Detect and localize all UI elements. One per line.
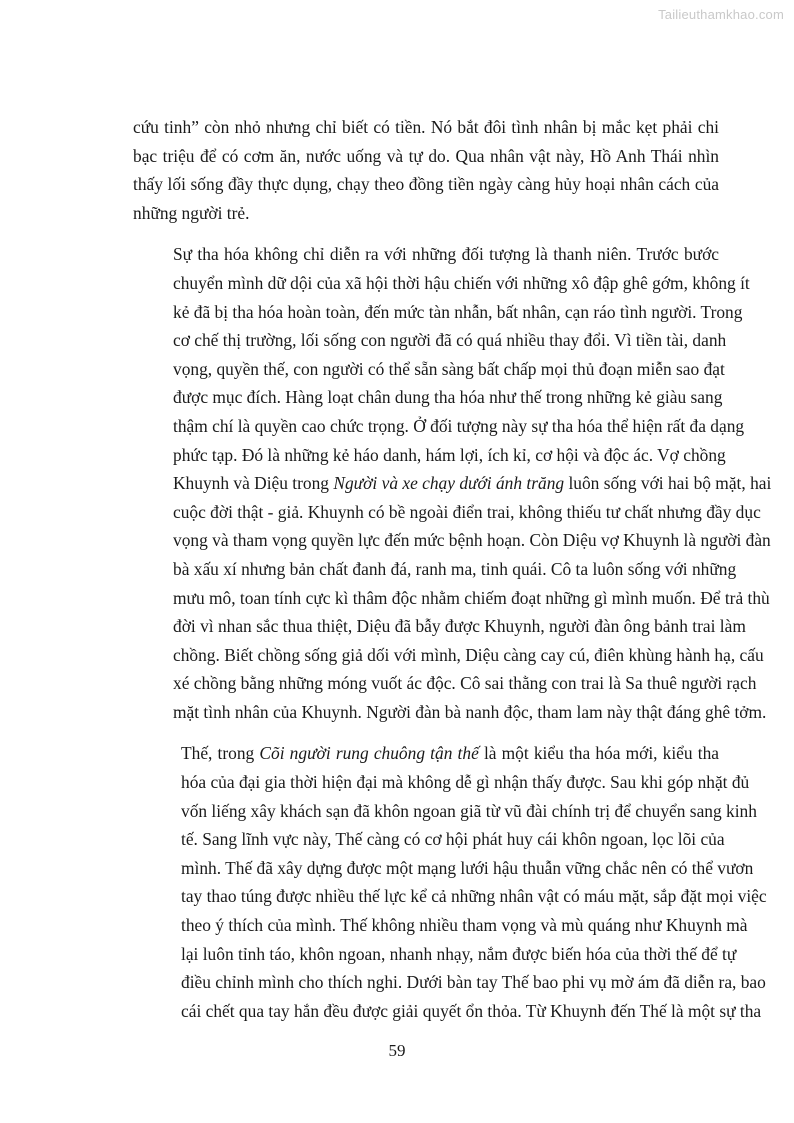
text-run: thậm chí là quyền cao chức trọng. Ở đối tượng này sự tha hóa thể hiện rất đa dạng xyxy=(173,415,745,436)
text-line xyxy=(133,142,719,171)
text-run: vọng, quyền thế, con người có thể sẵn sàng bất chấp mọi thủ đoạn miễn sao đạt xyxy=(173,358,725,379)
text-run: kẻ đã bị tha hóa hoàn toàn, đến mức tàn nhẫn, bất nhân, cạn ráo tình người. Trong xyxy=(173,301,743,322)
text-line xyxy=(173,441,726,470)
text-line xyxy=(173,498,761,527)
text-run: phức tạp. Đó là những kẻ háo danh, hám lợi, ích kỉ, cơ hội và độc ác. Vợ chồng xyxy=(173,444,726,465)
page-body xyxy=(133,113,772,1025)
paragraph xyxy=(133,240,772,726)
text-run: thấy lối sống đầy thực dụng, chạy theo đồng tiền ngày càng hủy hoại nhân cách của xyxy=(133,174,719,195)
text-run: vốn liếng xây khách sạn đã khôn ngoan giã từ vũ đài chính trị để chuyển sang kinh xyxy=(181,800,757,821)
text-run: những người trẻ. xyxy=(133,202,250,223)
text-run: mặt tình nhân của Khuynh. Người đàn bà nanh độc, tham lam này thật đáng ghê tởm. xyxy=(173,701,767,722)
text-line xyxy=(173,326,727,355)
text-line xyxy=(173,383,723,412)
text-run: tay thao túng được nhiều thế lực kể cả những nhân vật có máu mặt, sắp đặt mọi việc xyxy=(181,886,767,907)
text-run: tế. Sang lĩnh vực này, Thế càng có cơ hội phát huy cái khôn ngoan, lọc lõi của xyxy=(181,829,725,850)
paragraph xyxy=(133,739,767,1025)
text-run: chồng. Biết chồng sống giả dối với mình, Diệu càng cay cú, điên khùng hành hạ, cấu xyxy=(173,644,764,665)
watermark: Tailieuthamkhao.com xyxy=(658,7,784,22)
text-line xyxy=(181,940,737,969)
paragraph xyxy=(133,113,719,227)
text-run: hóa của đại gia thời hiện đại mà không dễ gì nhận thấy được. Sau khi góp nhặt đủ xyxy=(181,772,750,793)
text-run: cơ chế thị trường, lối sống con người đã có quá nhiều thay đổi. Vì tiền tài, danh xyxy=(173,330,727,351)
text-line xyxy=(181,882,767,911)
text-run: cuộc đời thật - giả. Khuynh có bề ngoài điển trai, không thiếu tư chất nhưng đầy dục xyxy=(173,501,761,522)
text-run: bạc triệu để có cơm ăn, nước uống và tự do. Qua nhân vật này, Hồ Anh Thái nhìn xyxy=(133,145,719,166)
text-run: mình. Thế đã xây dựng được một mạng lưới hậu thuẫn vững chắc nên có thể vươn xyxy=(181,857,754,878)
text-line xyxy=(173,526,771,555)
work-title: Người và xe chạy dưới ánh trăng xyxy=(333,473,565,494)
text-line xyxy=(181,968,766,997)
text-run: được mục đích. Hàng loạt chân dung tha hóa như thế trong những kẻ giàu sang xyxy=(173,387,723,408)
work-title: Cõi người rung chuông tận thế xyxy=(259,743,479,764)
text-line xyxy=(173,669,757,698)
text-line xyxy=(181,997,762,1026)
text-run: lại luôn tỉnh táo, khôn ngoan, nhanh nhạy, nắm được biến hóa của thời thế để tự xyxy=(181,943,737,964)
text-line xyxy=(173,469,772,498)
text-run: đời vì nhan sắc thua thiệt, Diệu đã bẫy được Khuynh, người đàn ông bảnh trai làm xyxy=(173,616,746,637)
text-run: cứu tinh” còn nhỏ nhưng chỉ biết có tiền. Nó bắt đôi tình nhân bị mắc kẹt phải chi xyxy=(133,117,719,137)
text-line xyxy=(173,298,743,327)
text-line xyxy=(173,698,767,727)
text-line xyxy=(181,797,757,826)
text-line xyxy=(173,584,770,613)
text-run: mưu mô, toan tính cực kì thâm độc nhằm chiếm đoạt những gì mình muốn. Để trả thù xyxy=(173,587,770,608)
text-line xyxy=(173,355,725,384)
text-run: luôn sống với hai bộ mặt, hai xyxy=(564,473,772,494)
text-line xyxy=(173,555,737,584)
text-line xyxy=(181,768,750,797)
text-run: Sự tha hóa không chỉ diễn ra với những đối tượng là thanh niên. Trước bước xyxy=(173,244,719,265)
text-run: chuyển mình dữ dội của xã hội thời hậu chiến với những xô đập ghê gớm, không ít xyxy=(173,272,750,293)
text-line xyxy=(173,240,719,269)
text-line xyxy=(133,113,719,142)
text-run: vọng và tham vọng quyền lực đến mức bệnh hoạn. Còn Diệu vợ Khuynh là người đàn xyxy=(173,530,771,551)
text-run: Thế, trong xyxy=(181,743,260,764)
text-run: xé chồng bằng những móng vuốt ác độc. Cô sai thằng con trai là Sa thuê người rạch xyxy=(173,673,757,694)
text-line xyxy=(181,854,754,883)
text-line xyxy=(173,641,764,670)
text-run: Khuynh và Diệu trong xyxy=(173,473,334,494)
text-run: là một kiểu tha hóa mới, kiểu tha xyxy=(478,743,719,764)
text-run: bà xấu xí nhưng bản chất đanh đá, ranh ma, tinh quái. Cô ta luôn sống với những xyxy=(173,558,737,579)
text-run: theo ý thích của mình. Thế không nhiều tham vọng và mù quáng như Khuynh mà xyxy=(181,915,748,936)
text-line xyxy=(133,170,719,199)
text-line xyxy=(173,269,750,298)
text-run: điều chỉnh mình cho thích nghi. Dưới bàn tay Thế bao phi vụ mờ ám đã diễn ra, bao xyxy=(181,972,766,993)
text-line xyxy=(181,739,719,768)
text-line xyxy=(181,911,748,940)
text-line xyxy=(173,412,745,441)
text-line xyxy=(133,199,719,228)
text-line xyxy=(181,825,725,854)
page-number: 59 xyxy=(388,1041,406,1060)
text-line xyxy=(173,612,746,641)
text-run: cái chết qua tay hắn đều được giải quyết ổn thỏa. Từ Khuynh đến Thế là một sự tha xyxy=(181,1000,762,1021)
